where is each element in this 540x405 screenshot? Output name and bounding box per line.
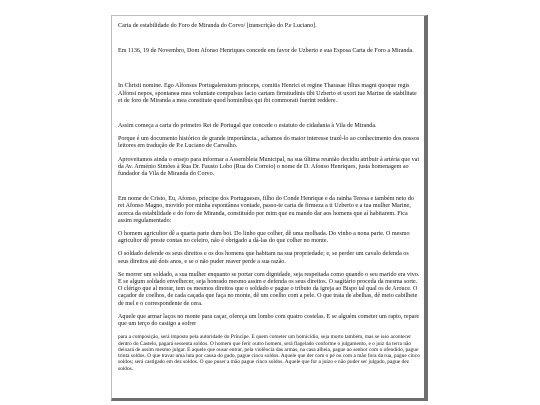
document-title: Carta de estabilidade do Foro de Miranda do Corvo/ [transcrição do P.e Luciano]. (118, 23, 317, 29)
paragraph-date: Em 1136, 19 de Novembro, Dom Afonso Henriques concede em favor de Uzberto e sua Esposa Carta de Foro a Miranda. (118, 48, 414, 55)
paragraph-intro: Assim começa a carta do primeiro Rei de Portugal que concede o estatuto de cidadania à Vila de Miranda. (118, 123, 377, 130)
paragraph-last: para a composição, será imposto pela autoridade do Príncipe. E quem cometer um homicídio, seja morto também, mas se isso acontecer dentro do Castelo, pagará sessenta soldos. O homem que ferir outro homem, será flagelado conforme o julgamento, e o juiz da terra não deixará de assim mesmo julgar. E aquele que ousar entrar, pela violência das armas, na casa alheia, pague ao senhor com o ofendido, pague trinta soldos. O que travar uma luta por causa do gado, pague cinco soldos. Aquele que der com o pé ou com a mão fora da rua, pague cinco soldos; será castigado em dez soldos. O que puser a mão pague cinco soldos. Aquele que for a juízo e não puder ser julgado, pague dez soldos. (118, 334, 420, 372)
document-frame (111, 15, 428, 401)
paragraph-importance: Porque é um documento histórico de grande importância., achamos do maior interesse trazê-lo ao conhecimento dos nossos leitores em tradução de P.e Luciano de Carvalho. (118, 136, 420, 150)
paragraph-assembly: Aproveitamos ainda o ensejo para informar a Assembleia Municipal, na sua última reunião decidiu atribuir à artéria que vai da Av. Arménio Simões à Rua Dr. Fausto Lobo (Rua do Correio) o nome de D. Afonso Henriques, justa homenagem ao fundador da Vila de Miranda do Corvo. (118, 156, 420, 178)
document-body (118, 23, 420, 378)
paragraph-widow: Se morrer um soldado, a sua mulher enquanto se portar com dignidade, seja respeitada como quando o seu marido era vivo. E se algum soldado envelhecer, seja honrado mesmo assim e defenda os seus direitos. O sagitário proceda da mesma sorte. O clérigo que al morar, tem os mesmos direitos que o soldado e pague o tributo da igreja ao Bispo tal qual os de Arouce. O caçador de coelhos, de cada caçada que faça no monte, dê um coelho com a pele. O que trata de abelhas, dê meio cabilhete de mel e o correspondente de cera. (118, 271, 420, 307)
paragraph-latin: In Christi nomine. Ego Alfonsus Portugalensium princeps, comitis Henrici et regine Tharasae filius magni quoque regis Alfonsi nepos, spontanea mea voluntate compulsus facio cartam firmitudinis tibi Uzberto et uxori tue Marine de stabilitate et de foro de Miranda a mea constitute quod hominibus qui ibi commorati fuerint reddere. (118, 83, 417, 104)
paragraph-soldier: O soldado defende os seus direitos e os dos homens que habitam na sua propriedade; e, se perder um cavalo defenda os seus direitos até dois anos, e se o não puder reaver perde a sua razão. (118, 251, 409, 265)
paragraph-farmer: O homem agricultor dê a quarta parte dum boi. Do linho que colher, dê uma molhada. Do vinho a nona parte. O mesmo agricultor dê preste contas no celeiro, não é obrigado a dá-las do que colher no monte. (118, 231, 410, 245)
paragraph-translation: Em nome de Cristo, Eu, Afonso, príncipe dos Portugueses, filho do Conde Henrique e da rainha Teresa e também neto do rei Afonso Magno, movido por minha espontânea vontade, passo-te carta de firmeza a ti Uzberto e a tua mulher Marine, acerca da estabilidade e do foro de Miranda, constituído por mim que eu mando dar aos homens que aí habitarem. Fica assim regulamentado: (118, 196, 414, 224)
paragraph-hunter: Aquele que armar laços no monte para caçar, ofereça um lombo com quatro costelas. E se alguém cometer um rapto, repare que um terço do castigo a sofrer (118, 313, 420, 328)
